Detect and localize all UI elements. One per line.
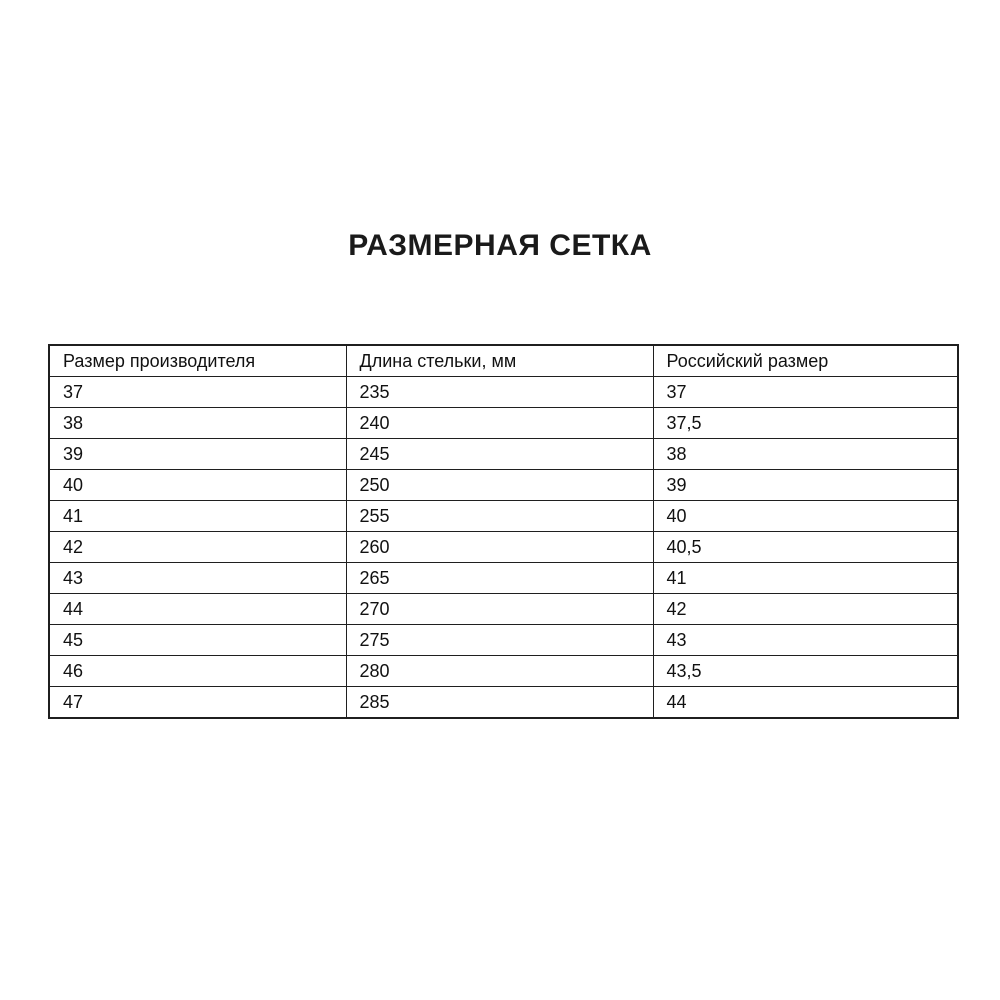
column-header-russian-size: Российский размер [653, 345, 958, 377]
table-cell-russian-size: 43,5 [653, 656, 958, 687]
column-header-insole-length: Длина стельки, мм [346, 345, 653, 377]
table-cell-manufacturer-size: 38 [49, 408, 346, 439]
table-row [49, 408, 958, 439]
table-cell-manufacturer-size: 41 [49, 501, 346, 532]
table-cell-russian-size: 38 [653, 439, 958, 470]
table-cell-russian-size: 40 [653, 501, 958, 532]
table-cell-insole-length: 265 [346, 563, 653, 594]
table-cell-russian-size: 39 [653, 470, 958, 501]
table-cell-russian-size: 44 [653, 687, 958, 719]
table-row [49, 532, 958, 563]
table-row [49, 687, 958, 719]
table-row [49, 656, 958, 687]
table-cell-manufacturer-size: 47 [49, 687, 346, 719]
table-cell-insole-length: 255 [346, 501, 653, 532]
table-cell-insole-length: 245 [346, 439, 653, 470]
table-cell-insole-length: 270 [346, 594, 653, 625]
column-header-manufacturer-size: Размер производителя [49, 345, 346, 377]
table-row [49, 594, 958, 625]
table-cell-insole-length: 285 [346, 687, 653, 719]
table-cell-russian-size: 37,5 [653, 408, 958, 439]
table-body [49, 377, 958, 719]
table-cell-manufacturer-size: 42 [49, 532, 346, 563]
table-row [49, 625, 958, 656]
table-cell-manufacturer-size: 37 [49, 377, 346, 408]
table-cell-manufacturer-size: 43 [49, 563, 346, 594]
table-cell-insole-length: 250 [346, 470, 653, 501]
table-cell-russian-size: 37 [653, 377, 958, 408]
table-cell-manufacturer-size: 44 [49, 594, 346, 625]
table-cell-insole-length: 235 [346, 377, 653, 408]
table-row [49, 501, 958, 532]
table-cell-insole-length: 280 [346, 656, 653, 687]
table-cell-russian-size: 40,5 [653, 532, 958, 563]
table-row [49, 377, 958, 408]
table-header [49, 345, 958, 377]
table-header-row [49, 345, 958, 377]
table-cell-manufacturer-size: 40 [49, 470, 346, 501]
size-chart-table [48, 344, 959, 719]
table-cell-manufacturer-size: 45 [49, 625, 346, 656]
table-cell-insole-length: 275 [346, 625, 653, 656]
page-title: РАЗМЕРНАЯ СЕТКА [348, 229, 652, 262]
table-cell-russian-size: 43 [653, 625, 958, 656]
table-cell-manufacturer-size: 46 [49, 656, 346, 687]
table-cell-russian-size: 41 [653, 563, 958, 594]
table-row [49, 563, 958, 594]
table-cell-insole-length: 260 [346, 532, 653, 563]
table-cell-russian-size: 42 [653, 594, 958, 625]
table-row [49, 470, 958, 501]
table-cell-insole-length: 240 [346, 408, 653, 439]
table-cell-manufacturer-size: 39 [49, 439, 346, 470]
table-row [49, 439, 958, 470]
